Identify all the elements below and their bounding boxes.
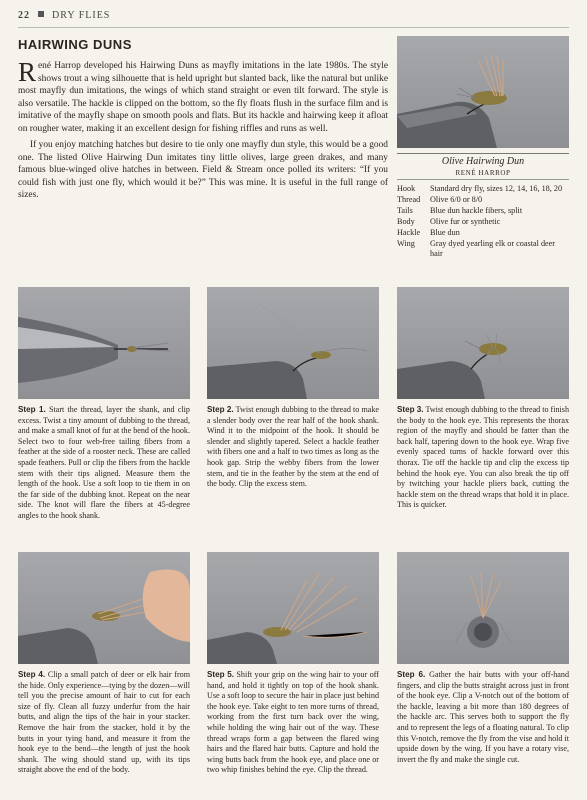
- intro-section: [18, 37, 388, 206]
- recipe-value: Olive fur or synthetic: [430, 217, 501, 226]
- step-label: Step 4.: [18, 670, 46, 679]
- recipe-value: Olive 6/0 or 8/0: [430, 195, 483, 204]
- recipe-list: [397, 184, 569, 259]
- recipe-value: Gray dyed yearling elk or coastal deer hair: [430, 239, 556, 258]
- step-body: Start the thread, layer the shank, and clip excess. Twist a tiny amount of dubbing to the thread, and make a small knot of fur at the bend of the hook. Select two to four web-free tailing fibers from a feather at the side of a rooster neck. These are called spade feathers. Pull or clip the fibers from the hackle stem with their tips aligned. Measure them the length of the hook. Use a soft loop to tie them in on the far side of the dubbing knot. Repeat on the near side. The knot will flare the fibers at 45-degree angles to the hook shank.: [18, 405, 190, 520]
- step-1-photo: [18, 287, 190, 399]
- recipe-key: Wing: [397, 239, 415, 248]
- step-label: Step 2.: [207, 405, 234, 414]
- page-number: 22: [18, 10, 30, 21]
- step-5-text: [207, 670, 379, 776]
- step-body: Twist enough dubbing to the thread to finish the body to the hook eye. This represents the thorax region of the mayfly and should be fatter than the back half, tapering down to the hook eye. Wrap five evenly spaced turns of hackle forward over this thorax. Tie off the hackle tip and clip the excess tip behind the hook eye. You can also break the tip off by twitching your hackle pliers back, cutting the hackle stem on the thread wraps that hold it in place. This is quicker.: [397, 405, 569, 510]
- recipe-key: Body: [397, 217, 415, 226]
- intro-paragraph-2: If you enjoy matching hatches but desire to tie only one mayfly dun style, this would be a good one. The listed Olive Hairwing Dun imitates tiny little olives, large green drakes, and many famous blue-winged olive hatches in between. Field & Stream once polled its writers: “If you could fish with just one fly, which would it be?” This was mine. It is useful in the full range of sizes.: [18, 140, 388, 200]
- recipe-row: [397, 239, 569, 259]
- running-header: [18, 10, 110, 21]
- step-3-text: [397, 405, 569, 511]
- step-2-photo: [207, 287, 379, 399]
- recipe-row: [397, 217, 569, 227]
- step-5-photo: [207, 552, 379, 664]
- recipe-author: RENÉ HARROP: [397, 169, 569, 180]
- recipe-title: Olive Hairwing Dun: [397, 153, 569, 167]
- section-title: DRY FLIES: [52, 10, 111, 21]
- step-2-text: [207, 405, 379, 490]
- article-title: HAIRWING DUNS: [18, 37, 132, 52]
- recipe-row: [397, 206, 569, 216]
- step-6-photo: [397, 552, 569, 664]
- step-label: Step 3.: [397, 405, 424, 414]
- step-body: Gather the hair butts with your off-hand fingers, and clip the butts straight across just in front of the hook eye. Clip a V-notch out of the bottom of the hackle, leaving a bit more than 180 degrees of the hackle arc. This serves both to support the fly and to represent the legs of a floating natural. To clip this V-notch, remove the fly from the vise and hold it upside down by the wing. If you have a rotary vise, invert the fly and make the single cut.: [397, 670, 569, 764]
- step-6-text: [397, 670, 569, 765]
- intro-paragraph-1: [18, 57, 388, 135]
- recipe-box: [397, 153, 569, 260]
- step-body: Clip a small patch of deer or elk hair from the hide. Only experience—tying by the dozen—will tell you the precise amount of hair to cut for each size of fly. Clean all fuzzy underfur from the hair butts, and align the tips of the hair in your stacker. Remove the hair from the stacker, hold it by the butts in your tying hand, and measure it from the hook eye to the bend—the length of just the hook shank. The wing should stand up, with its tips straight above the end of the body.: [18, 670, 190, 775]
- step-body: Twist enough dubbing to the thread to make a slender body over the rear half of the hook shank. Wind it to the midpoint of the hook. It should be slender and slightly tapered. Select a hackle feather with fibers one and a half to two times as long as the hook gap. Strip the webby fibers from the lower stem, and tie in the feather by the stem at the end of the body. Clip the excess stem.: [207, 405, 379, 489]
- recipe-row: [397, 195, 569, 205]
- recipe-key: Hackle: [397, 228, 421, 237]
- step-body: Shift your grip on the wing hair to your off hand, and hold it tightly on top of the hook shank. Use a soft loop to secure the hair in place just behind the hook eye. Take eight to ten more turns of thread, working from the first turn back over the wing, while holding the wing hair out of the way. These thread wraps form a gap between the flared wing hairs and the flared hair butts. Capture and hold the wing butts back from the hook eye, and place one or two whip finishes behind the eye. Clip the thread.: [207, 670, 379, 775]
- recipe-row: [397, 184, 569, 194]
- drop-cap: R: [18, 57, 37, 87]
- header-rule: [18, 27, 569, 28]
- step-4-photo: [18, 552, 190, 664]
- step-label: Step 5.: [207, 670, 234, 679]
- recipe-key: Tails: [397, 206, 413, 215]
- recipe-key: Thread: [397, 195, 421, 204]
- step-label: Step 1.: [18, 405, 46, 414]
- finished-fly-photo: [397, 36, 569, 148]
- step-4-text: [18, 670, 190, 776]
- recipe-key: Hook: [397, 184, 416, 193]
- recipe-value: Standard dry fly, sizes 12, 14, 16, 18, 20: [430, 184, 563, 193]
- recipe-row: [397, 228, 569, 238]
- recipe-value: Blue dun hackle fibers, split: [430, 206, 523, 215]
- step-3-photo: [397, 287, 569, 399]
- step-label: Step 6.: [397, 670, 426, 679]
- step-1-text: [18, 405, 190, 522]
- recipe-value: Blue dun: [430, 228, 460, 237]
- intro-paragraph-1-text: ené Harrop developed his Hairwing Duns as mayfly imitations in the late 1980s. The style shows trout a wing silhouette that is held upright but slanted back, like the natural but unlike most mayfly dun imitations, the wings of which stand straight or even tilt forward. The style is also versatile. The hackle is clipped on the bottom, so the fly floats flush in the surface film and is imitative of the mayfly shape on smooth pools and flats. But its hackle and hairwing keep it afloat on rougher water, making it an excellent design for fishing riffles and runs as well.: [18, 61, 388, 134]
- square-bullet-icon: [38, 11, 44, 17]
